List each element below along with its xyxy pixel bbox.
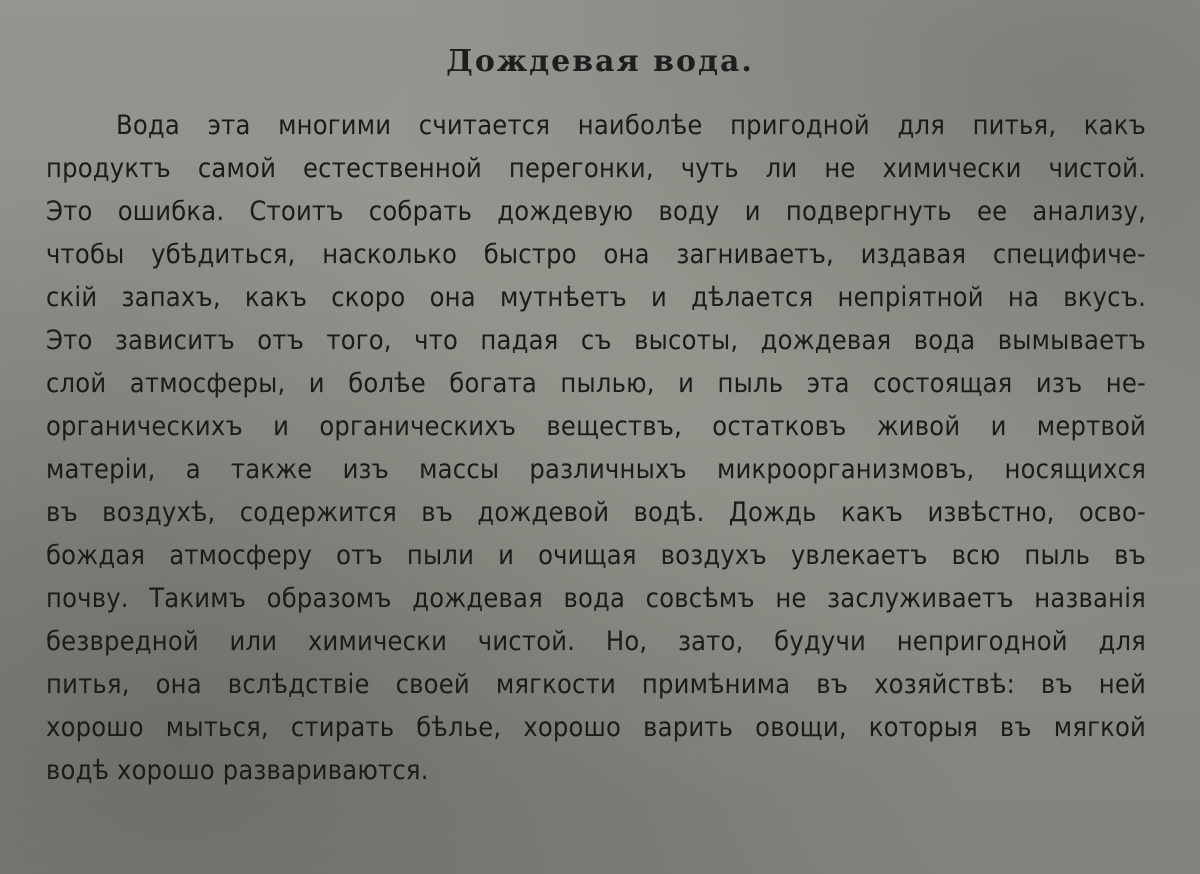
text-line: Вода эта многими считается наиболѣе пригодной для питья, какъ — [116, 110, 1146, 141]
text-line: скiй запахъ, какъ скоро она мутнѣетъ и дѣлается непрiятной на вкусъ. — [46, 282, 1146, 313]
text-line: безвредной или химически чистой. Но, зато, будучи непригодной для — [46, 626, 1146, 657]
text-line: продуктъ самой естественной перегонки, чуть ли не химически чистой. — [46, 153, 1146, 184]
text-line: хорошо мыться, стирать бѣлье, хорошо варить овощи, которыя въ мягкой — [46, 712, 1146, 743]
text-line: чтобы убѣдиться, насколько быстро она загниваетъ, издавая специфиче- — [46, 239, 1146, 270]
text-line: почву. Такимъ образомъ дождевая вода совсѣмъ не заслуживаетъ названiя — [46, 583, 1146, 614]
text-line: водѣ хорошо развариваются. — [46, 755, 429, 786]
page-title: Дождевая вода. — [446, 44, 754, 79]
text-line: органическихъ и органическихъ веществъ, остатковъ живой и мертвой — [46, 411, 1146, 442]
text-line: слой атмосферы, и болѣе богата пылью, и пыль эта состоящая изъ не- — [46, 368, 1146, 399]
text-line: питья, она вслѣдствiе своей мягкости примѣнима въ хозяйствѣ: въ ней — [46, 669, 1146, 700]
text-line: матерiи, а также изъ массы различныхъ микроорганизмовъ, носящихся — [46, 454, 1146, 485]
body-text — [46, 104, 1146, 792]
text-line: бождая атмосферу отъ пыли и очищая воздухъ увлекаетъ всю пыль въ — [46, 540, 1146, 571]
text-line: въ воздухѣ, содержится въ дождевой водѣ. Дождь какъ извѣстно, осво- — [46, 497, 1146, 528]
text-line: Это ошибка. Стоитъ собрать дождевую воду и подвергнуть ее анализу, — [46, 196, 1146, 227]
text-line: Это зависитъ отъ того, что падая съ высоты, дождевая вода вымываетъ — [46, 325, 1146, 356]
